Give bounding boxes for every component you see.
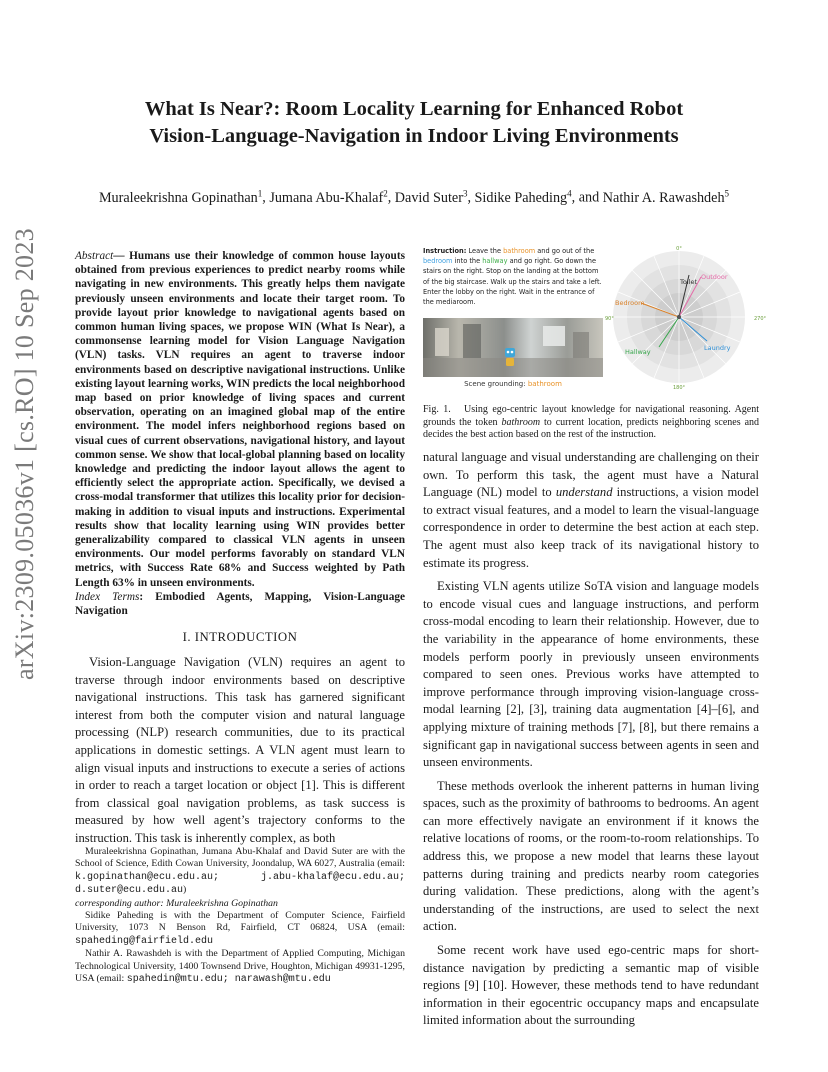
author-3: David Suter$^3$ bbox=[394, 188, 468, 206]
footnote-2: Sidike Paheding is with the Department of Computer Science, Fairfield University, 1073 N Benson Rd, Fairfield, CT 06824, USA (email: spaheding@fairfield.edu bbox=[75, 910, 405, 947]
author-1: Muraleekrishna Gopinathan$^1$ bbox=[98, 188, 263, 206]
hallway-label: Hallway bbox=[625, 348, 651, 356]
footnote-1: Muraleekrishna Gopinathan, Jumana Abu-Khalaf and David Suter are with the School of Science, Edith Cowan University, Joondalup, WA 6027, Australia (email: k.gopinathan@ecu.edu.au; j.abu-khalaf@ecu.edu.au; d.suter@ecu.edu.au) bbox=[75, 846, 405, 897]
right-p2: Existing VLN agents utilize SoTA vision and language models to encode visual cues and language instructions, and perform cross-modal encoding to learn their relationship. However, due to the variability in the appearance of home environments, these models perform poorly in previously unseen environments compared to seen ones. Previous works have attempted to improve performance through improving vision-language cross-modal learning [2], [3], training data augmentation [4]–[6], and applying mixture of training methods [7], [8], but there remains a significant gap in navigational success between agents in seen and unseen environments. bbox=[423, 579, 759, 770]
bathroom-token: bathroom bbox=[503, 247, 536, 255]
figure-caption: Fig. 1. Using ego-centric layout knowledge for navigational reasoning. Agent grounds the token bathroom to current location, predicts neighboring scenes and decides the best action based on the rest of the instruction. bbox=[423, 404, 760, 441]
paper-title bbox=[60, 96, 768, 150]
bedroom-token: bedroom bbox=[423, 257, 453, 266]
deg-90-label: 90° bbox=[605, 316, 614, 322]
author-2: Jumana Abu-Khalaf$^2$ bbox=[269, 188, 388, 206]
section-heading: I. INTRODUCTION bbox=[182, 630, 298, 644]
laundry-label: Laundry bbox=[704, 344, 731, 352]
caption-label: Fig. 1. bbox=[423, 404, 451, 415]
footnote-3: Nathir A. Rawashdeh is with the Department of Applied Computing, Michigan Technological University, 1400 Townsend Drive, Houghton, Michigan 49931-1295, USA (email: spahedin@mtu.edu; narawash@mtu.edu bbox=[75, 948, 405, 986]
neighborhood-radar bbox=[600, 242, 766, 392]
abstract-label: Abstract bbox=[75, 250, 114, 262]
deg-270-label: 270° bbox=[754, 316, 766, 322]
intro-p1: Vision-Language Navigation (VLN) requires an agent to traverse through indoor environments based on descriptive navigational instructions. This task has garnered significant interest from both the computer vision and natural language processing (NLP) research communities, due to its practical applications in domestic settings. A VLN agent must learn to align visual inputs and instructions to execute a series of actions in order to reach a target location or object [1]. This is different from classical goal navigation problems, as task success is measured by how well agent’s trajectory conforms to the instruction. This task is inherently complex, as both bbox=[75, 655, 405, 845]
title-line-1: What Is Near?: Room Locality Learning for Enhanced Robot bbox=[144, 98, 684, 120]
author-4: Sidike Paheding$^4$ bbox=[474, 188, 572, 206]
index-terms-label: Index Terms bbox=[75, 590, 140, 603]
index-terms-text: : Embodied Agents, Mapping, Vision-Language Navigation bbox=[75, 590, 406, 618]
panorama-image bbox=[423, 318, 603, 377]
right-p3: These methods overlook the inherent patterns in human living spaces, such as the proximity of bathrooms to bedrooms. An agent can more effectively navigate an environment if it knows the relative locations of rooms, or the room-to-room relationships. To address this, we propose a new model that learns these layout patterns during training and predicts nearby room categories during validation. These predictions, along with the agent’s understanding of the instructions, are used to select the next action. bbox=[423, 778, 759, 934]
abstract bbox=[75, 249, 405, 618]
right-p4: Some recent work have used ego-centric maps for short-distance navigation by predicting a semantic map of visible regions [9] [10]. However, these methods tend to have redundant information in their egocentric occupancy maps and encapsulate limited information about the surrounding bbox=[423, 943, 759, 1028]
author-5: Nathir A. Rawashdeh$^5$ bbox=[602, 188, 730, 206]
footnote-corresponding: corresponding author: Muraleekrishna Gopinathan bbox=[75, 897, 278, 909]
footnotes bbox=[75, 846, 405, 986]
figure-instruction: Instruction: Leave the bathroom and go out of the bedroom into the hallway and go right. Go down the stairs on the right. Stop on the landing at the bottom of the big staircase. Walk up the stairs and take a left. Enter the lobby on the right. Wait in the entrance of the mediaroom. bbox=[423, 247, 602, 307]
instruction-label: Instruction: bbox=[423, 247, 467, 255]
title-line-2: Vision-Language-Navigation in Indoor Living Environments bbox=[149, 125, 679, 147]
scene-grounding: Scene grounding: bathroom bbox=[464, 380, 562, 388]
abstract-text: — Humans use their knowledge of common house layouts obtained from previous experiences to predict nearby rooms while navigating in new environments. This greatly helps them navigate previously unseen environments and locate their target room. To provide layout prior knowledge to navigational agents based on common human living spaces, we propose WIN (What Is Near), a commonsense learning model for Vision Language Navigation (VLN) tasks. VLN requires an agent to traverse indoor environments based on descriptive navigational instructions. Unlike existing layout learning works, WIN predicts the local neighborhood map based on prior knowledge of living spaces and current observation, operating on an imagined global map of the entire environment. The model infers neighborhood regions based on visual cues of current observations, navigational history, and layout common sense. We show that local-global planning based on locality knowledge and predicting the indoor layout allows the agent to efficiently select the appropriate action. Specifically, we devised a cross-modal transformer that utilizes this locality prior for decision-making in addition to visual inputs and instructions. Experimental results show that locality learning using WIN provides better generalizability compared to classical VLN agents in unseen environments. Our model performs favorably on standard VLN metrics, with Success Rate 68% and Success weighted by Path Length 63% in unseen environments. bbox=[75, 250, 405, 589]
author-list: Muraleekrishna Gopinathan$^1$, Jumana Abu-Khalaf$^2$, David Suter$^3$, Sidike Paheding$^4$, and Nathir A. Rawashdeh$^5$ bbox=[98, 188, 730, 206]
intro-paragraph bbox=[75, 654, 405, 848]
toilet-label: Toilet bbox=[680, 278, 698, 286]
bedroom-label: Bedroom bbox=[615, 299, 645, 307]
deg-180-label: 180° bbox=[672, 385, 686, 391]
right-column-body bbox=[423, 449, 759, 1030]
deg-0-label: 0° bbox=[676, 246, 682, 252]
outdoor-label: Outdoor bbox=[701, 273, 728, 281]
hallway-token: hallway bbox=[482, 257, 508, 266]
arxiv-id: arXiv:2309.05036v1 [cs.RO] 10 Sep 2023 bbox=[10, 228, 39, 680]
right-p1: natural language and visual understanding are challenging on their own. To perform this task, the agent must have a Natural Language (NL) model to understand instructions, a vision model to extract visual features, and a model to learn the visual-language correspondence in order to determine the best action at each step. The agent must also keep track of its navigational history to estimate its progress. bbox=[423, 450, 759, 570]
